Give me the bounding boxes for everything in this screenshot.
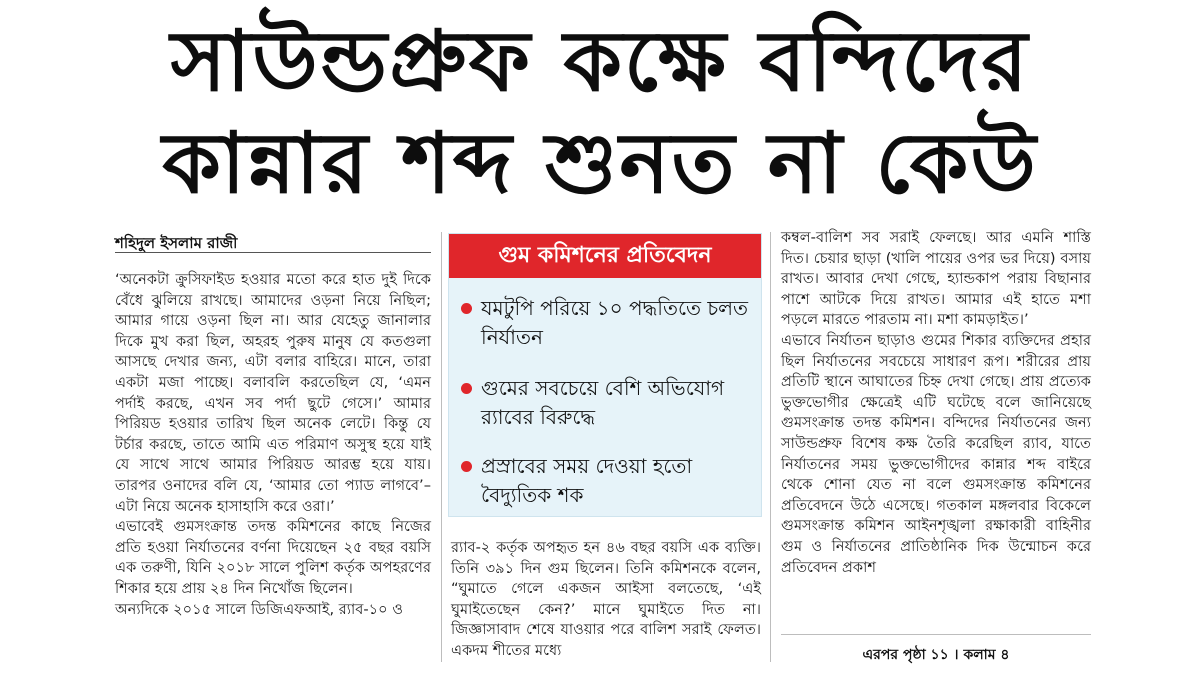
highlight-item-text: গুমের সবচেয়ে বেশি অভিযোগ র‍্যাবের বিরুদ্ধে: [481, 376, 725, 429]
paragraph: এভাবে নির্যাতন ছাড়াও গুমের শিকার ব্যক্তিদের প্রহার ছিল নির্যাতনের সবচেয়ে সাধারণ রূপ। শরীরের প্রায় প্রতিটি স্থানে আঘাতের চিহ্ন দেখা গেছে। প্রায় প্রত্যেক ভুক্তভোগীর ক্ষেত্রেই এটি ঘটেছে বলে জানিয়েছে গুমসংক্রান্ত তদন্ত কমিশন। বন্দিদের নির্যাতনের জন্য সাউন্ডপ্রুফ বিশেষ কক্ষ তৈরি করেছিল র‍্যাব, যাতে নির্যাতনের সময় ভুক্তভোগীদের কান্নার শব্দ বাইরে থেকে শোনা যেত না বলে গুমসংক্রান্ত কমিশনের প্রতিবেদনে উঠে এসেছে। গতকাল মঙ্গলবার বিকেলে গুমসংক্রান্ত কমিশন আইনশৃঙ্খলা রক্ষাকারী বাহিনীর গুম ও নির্যাতনের প্রাতিষ্ঠানিক দিক উন্মোচন করে প্রতিবেদন প্রকাশ: [781, 331, 1091, 576]
paragraph: এভাবেই গুমসংক্রান্ত তদন্ত কমিশনের কাছে নিজের প্রতি হওয়া নির্যাতনের বর্ণনা দিয়েছেন ২৫ বছর বয়সি এক তরুণী, যিনি ২০১৮ সালে পুলিশ কর্তৃক অপহরণের শিকার হয়ে প্রায় ২৪ দিন নিখোঁজ ছিলেন।: [115, 518, 431, 597]
bullet-icon: [461, 383, 472, 394]
highlight-item-text: প্রস্রাবের সময় দেওয়া হতো বৈদ্যুতিক শক: [481, 454, 693, 507]
article-column-1: [115, 270, 431, 620]
highlight-item: [481, 452, 751, 510]
headline-line-2: কান্নার শব্দ শুনত না কেউ: [162, 114, 1038, 212]
continuation-divider: [781, 634, 1091, 635]
article-column-3: [781, 228, 1091, 578]
continuation-note: এরপর পৃষ্ঠা ১১ । কলাম ৪: [862, 647, 1010, 663]
highlight-item-text: যমটুপি পরিয়ে ১০ পদ্ধতিতে চলত নির্যাতন: [481, 296, 749, 349]
column-divider: [441, 232, 442, 662]
byline: শহিদুল ইসলাম রাজী: [115, 234, 238, 252]
highlight-item: [481, 294, 751, 352]
highlight-box: [448, 233, 762, 517]
paragraph: র‍্যাব-২ কর্তৃক অপহৃত হন ৪৬ বছর বয়সি এক ব্যক্তি। তিনি ৩৯১ দিন গুম ছিলেন। তিনি কমিশনকে বলেন, “ঘুমাতে গেলে একজন আইসা বলতেছে, ‘এই ঘুমাইতেছেন কেন?’ মানে ঘুমাইতে দিত না। জিজ্ঞাসাবাদ শেষে যাওয়ার পরে বালিশ সরাই ফেলত। একদম শীতের মধ্যে: [451, 539, 761, 659]
bullet-icon: [461, 303, 472, 314]
article-column-2: [451, 538, 761, 662]
paragraph: অন্যদিকে ২০১৫ সালে ডিজিএফআই, র‍্যাব-১০ ও: [115, 600, 403, 618]
bullet-icon: [461, 461, 472, 472]
highlight-box-title: গুম কমিশনের প্রতিবেদন: [449, 234, 761, 278]
column-divider: [770, 232, 771, 662]
paragraph: ‘অনেকটা ক্রুসিফাইড হওয়ার মতো করে হাত দুই দিকে বেঁধে ঝুলিয়ে রাখছে। আমাদের ওড়না নিয়ে নিছিল; আমার গায়ে ওড়না ছিল না। আর যেহেতু জানালার দিকে মুখ করা ছিল, অহরহ পুরুষ মানুষ যে কতগুলা আসছে দেখার জন্য, এটা বলার বাহিরে। মানে, তারা একটা মজা পাচ্ছে। বলাবলি করতেছিল যে, ‘এমন পর্দাই করছে, এখন সব পর্দা ছুটে গেসে।’ আমার পিরিয়ড হওয়ার তারিখ ছিল অনেক লেটে। কিন্তু যে টর্চার করছে, তাতে আমি এত পরিমাণ অসুস্থ হয়ে যাই যে সাথে সাথে আমার পিরিয়ড আরম্ভ হয়ে যায়। তারপর ওনাদের বলি যে, ‘আমার তো প্যাড লাগবে’– এটা নিয়ে অনেক হাসাহাসি করে ওরা।’: [115, 271, 431, 515]
paragraph: কম্বল-বালিশ সব সরাই ফেলছে। আর এমনি শাস্তি দিত। চেয়ার ছাড়া (খালি পায়ের ওপর ভর দিয়ে) বসায় রাখত। আবার দেখা গেছে, হ্যান্ডকাপ পরায় বিছানার পাশে আটকে দিয়ে রাখত। আমার এই হাতে মশা পড়লে মারতে পারতাম না। মশা কামড়াইত।’: [781, 229, 1091, 329]
highlight-item: [481, 374, 751, 432]
headline-line-1: সাউন্ডপ্রুফ কক্ষে বন্দিদের: [170, 12, 1030, 110]
byline-divider: [115, 252, 431, 253]
